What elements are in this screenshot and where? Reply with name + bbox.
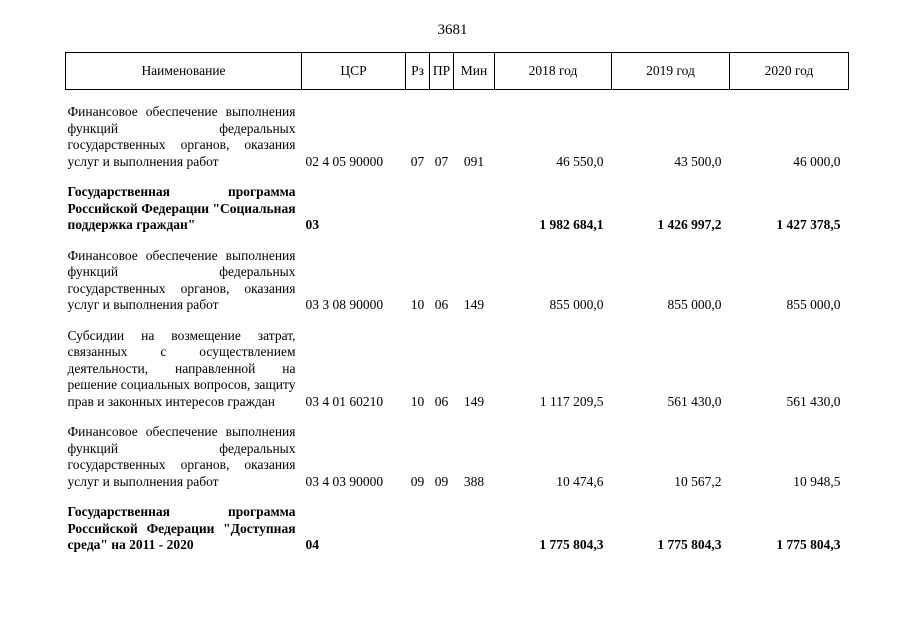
row-2019: 1 426 997,2 [657,217,722,232]
header-min: Мин [454,53,495,90]
row-rz [406,504,430,554]
row-name: Финансовое обеспечение выполнения функций федеральных государственных органов, оказания услуг и выполнения работ [67,247,296,312]
budget-table [65,52,849,554]
row-csr: 03 4 01 60210 [305,393,384,409]
table-header [66,53,849,90]
row-min [454,184,495,234]
row-2019: 561 430,0 [667,393,722,409]
row-pr: 06 [434,393,449,409]
row-csr: 03 4 03 90000 [305,473,384,489]
row-min: 149 [463,393,485,409]
header-2020: 2020 год [730,53,849,90]
row-2018: 1 775 804,3 [539,537,604,552]
header-2018: 2018 год [495,53,612,90]
row-2020: 46 000,0 [793,153,841,169]
row-2019: 10 567,2 [674,473,722,489]
table-row [66,104,849,170]
row-pr: 06 [434,297,449,312]
row-2018: 10 474,6 [556,473,604,489]
header-pr: ПР [430,53,454,90]
row-min [454,504,495,554]
row-csr: 02 4 05 90000 [305,153,384,169]
row-rz [406,184,430,234]
table-row [66,328,849,411]
row-2020: 1 775 804,3 [776,537,841,552]
row-name: Субсидии на возмещение затрат, связанных с осуществлением деятельности, направленной на решение социальных вопросов, защиту прав и законных интересов граждан [67,327,296,409]
row-min: 149 [463,297,485,312]
table-row [66,248,849,314]
header-csr: ЦСР [302,53,406,90]
header-rz: Рз [406,53,430,90]
row-2018: 1 117 209,5 [539,393,604,409]
row-csr: 03 [305,217,319,232]
row-2019: 855 000,0 [667,297,722,312]
row-pr [430,184,454,234]
row-2020: 561 430,0 [786,393,841,409]
table-row [66,424,849,490]
row-2020: 1 427 378,5 [776,217,841,232]
row-2018: 855 000,0 [549,297,604,312]
row-csr: 04 [305,537,319,552]
row-csr: 03 3 08 90000 [305,297,384,312]
row-rz: 07 [410,153,425,169]
row-name: Государственная программа Российской Федерации "Социальная поддержка граждан" [67,184,296,232]
row-rz: 09 [410,473,425,489]
table-row [66,504,849,554]
row-name: Финансовое обеспечение выполнения функций федеральных государственных органов, оказания услуг и выполнения работ [67,104,296,169]
header-name: Наименование [66,53,302,90]
header-2019: 2019 год [612,53,730,90]
row-pr: 09 [434,473,449,489]
row-2020: 10 948,5 [793,473,841,489]
row-2020: 855 000,0 [786,297,841,312]
row-min: 091 [463,153,485,169]
row-2019: 1 775 804,3 [657,537,722,552]
row-name: Государственная программа Российской Федерации "Доступная среда" на 2011 - 2020 [67,504,296,552]
table-row [66,184,849,234]
row-2019: 43 500,0 [674,153,722,169]
row-name: Финансовое обеспечение выполнения функций федеральных государственных органов, оказания услуг и выполнения работ [67,424,296,489]
row-2018: 1 982 684,1 [539,217,604,232]
row-rz: 10 [410,393,425,409]
row-rz: 10 [410,297,425,312]
row-pr: 07 [434,153,449,169]
page-number: 3681 [437,22,468,38]
row-pr [430,504,454,554]
row-min: 388 [463,473,485,489]
row-2018: 46 550,0 [556,153,604,169]
